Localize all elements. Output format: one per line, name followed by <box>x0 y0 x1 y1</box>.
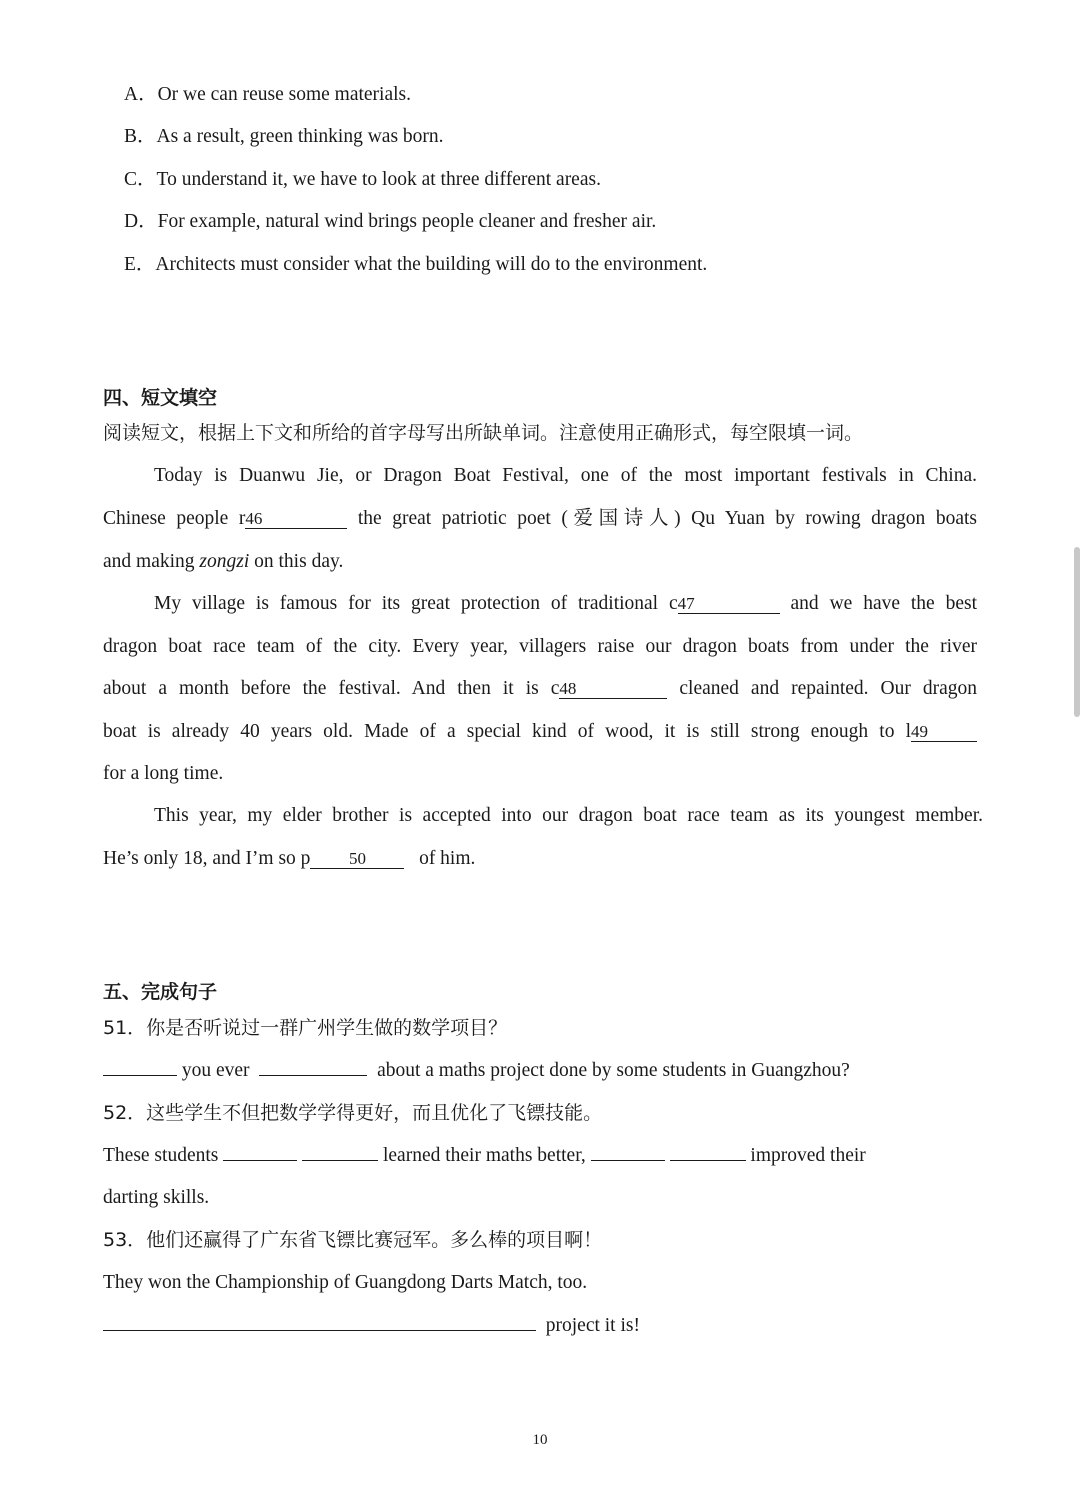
passage-p2-line3 <box>103 677 977 701</box>
section4-instruction: 阅读短文，根据上下文和所给的首字母写出所缺单词。注意使用正确形式，每空限填一词。 <box>103 422 864 444</box>
blank-48[interactable] <box>559 680 667 699</box>
passage-p2-line2: dragon boat race team of the city. Every year, villagers raise our dragon boats from under the river <box>103 636 977 657</box>
sentence-text: improved their <box>750 1145 866 1166</box>
passage-text: He’s only 18, and I’m so p <box>103 848 311 869</box>
passage-text: Chinese people r <box>103 508 246 529</box>
passage-p1-line1: Today is Duanwu Jie, or Dragon Boat Festival, one of the most important festivals in China. <box>154 465 977 486</box>
answer-blank[interactable] <box>103 1074 177 1076</box>
blank-49[interactable] <box>911 723 977 742</box>
option-text: Or we can reuse some materials. <box>157 84 411 105</box>
option-b <box>124 125 444 149</box>
blank-number: 49 <box>911 722 928 741</box>
option-a <box>124 83 411 107</box>
sentence-text: learned their maths better, <box>382 1145 586 1166</box>
option-letter: A． <box>124 84 158 105</box>
passage-p1-line2 <box>103 507 977 531</box>
option-text: For example, natural wind brings people cleaner and fresher air. <box>157 211 657 232</box>
passage-text: the great patriotic poet (爱国诗人) Qu Yuan by rowing dragon boats <box>357 508 977 529</box>
q52-english-cont: darting skills. <box>103 1187 210 1208</box>
blank-number: 48 <box>559 679 577 698</box>
answer-blank[interactable] <box>259 1074 367 1076</box>
answer-blank[interactable] <box>223 1159 297 1161</box>
passage-text: My village is famous for its great protection of traditional c <box>154 593 678 614</box>
sentence-text: about a maths project done by some students in Guangzhou? <box>377 1060 850 1081</box>
sentence-text: you ever <box>181 1060 250 1081</box>
sentence-text: project it is! <box>545 1315 640 1336</box>
option-c <box>124 168 601 192</box>
blank-46[interactable] <box>245 510 347 529</box>
blank-number: 47 <box>677 594 695 613</box>
q51-english <box>103 1059 850 1083</box>
q51-chinese: 51．你是否听说过一群广州学生做的数学项目？ <box>103 1017 508 1039</box>
passage-text: and making <box>103 551 200 572</box>
option-letter: B． <box>124 126 157 147</box>
blank-47[interactable] <box>678 595 780 614</box>
option-text: As a result, green thinking was born. <box>156 126 444 147</box>
option-e <box>124 253 707 277</box>
passage-text: cleaned and repainted. Our dragon <box>679 678 978 699</box>
answer-blank[interactable] <box>591 1159 665 1161</box>
section5-heading: 五、完成句子 <box>103 981 218 1003</box>
scrollbar-thumb[interactable] <box>1074 547 1080 717</box>
q52-chinese: 52．这些学生不但把数学学得更好，而且优化了飞镖技能。 <box>103 1102 603 1124</box>
passage-text: and we have the best <box>790 593 978 614</box>
section4-heading: 四、短文填空 <box>103 387 218 409</box>
passage-p1-line3 <box>103 550 343 574</box>
option-letter: C． <box>124 169 157 190</box>
blank-number: 46 <box>245 509 263 528</box>
sentence-text: These students <box>103 1145 219 1166</box>
passage-text: on this day. <box>249 551 344 572</box>
italic-word: zongzi <box>199 551 250 572</box>
blank-50[interactable] <box>310 850 404 869</box>
passage-p2-line4 <box>103 720 977 744</box>
q53-english-line2 <box>103 1314 640 1338</box>
page-number: 10 <box>532 1432 548 1448</box>
blank-number: 50 <box>348 849 366 868</box>
passage-p2-line5: for a long time. <box>103 763 224 784</box>
option-letter: D． <box>124 211 158 232</box>
answer-blank[interactable] <box>103 1329 536 1331</box>
option-text: To understand it, we have to look at three different areas. <box>156 169 601 190</box>
q53-chinese: 53．他们还赢得了广东省飞镖比赛冠军。多么棒的项目啊！ <box>103 1229 603 1251</box>
passage-p3-line2 <box>103 847 475 871</box>
passage-text: of him. <box>419 848 476 869</box>
passage-text: about a month before the festival. And then it is c <box>103 678 560 699</box>
answer-blank[interactable] <box>670 1159 746 1161</box>
option-text: Architects must consider what the building will do to the environment. <box>155 254 708 275</box>
option-d <box>124 210 656 234</box>
q52-english <box>103 1144 866 1168</box>
passage-text: boat is already 40 years old. Made of a special kind of wood, it is still strong enough to l <box>103 721 911 742</box>
option-letter: E． <box>124 254 156 275</box>
q53-english-line1: They won the Championship of Guangdong Darts Match, too. <box>103 1272 588 1293</box>
answer-blank[interactable] <box>302 1159 378 1161</box>
passage-p3-line1: This year, my elder brother is accepted into our dragon boat race team as its youngest member. <box>154 805 983 826</box>
passage-p2-line1 <box>154 592 977 616</box>
